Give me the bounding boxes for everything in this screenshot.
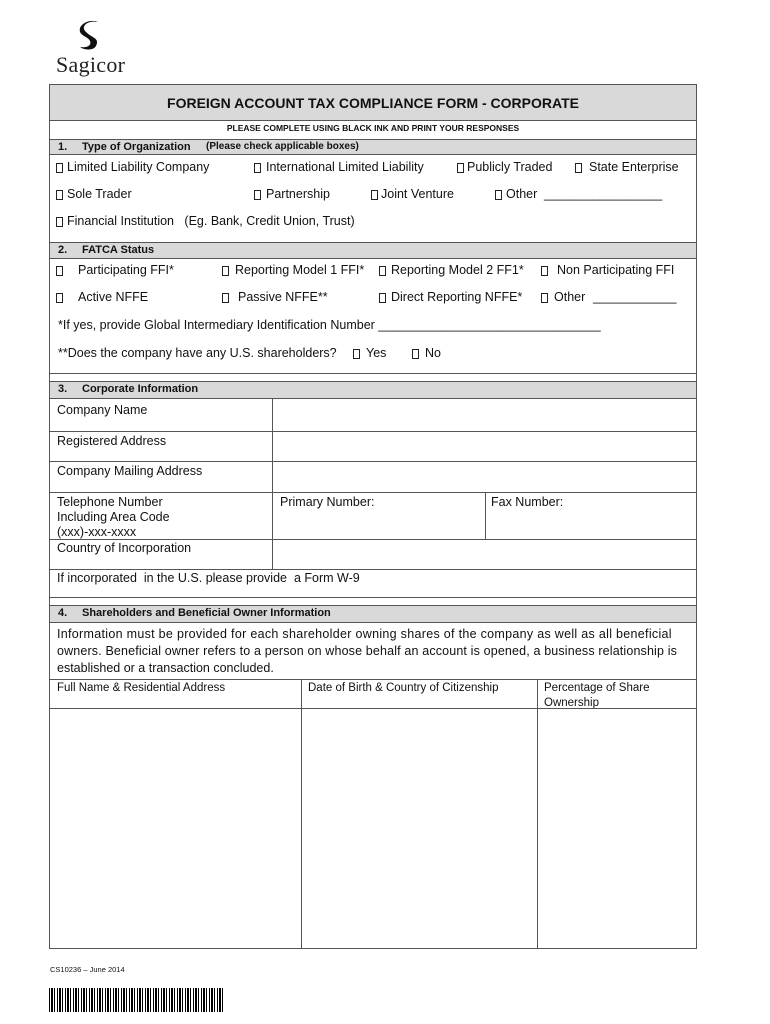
option-other-org: Other xyxy=(506,187,538,201)
section4-paragraph-line2: owners. Beneficial owner refers to a person on whose behalf an account is opened, a business relationship is xyxy=(57,644,678,658)
checkbox-llc[interactable] xyxy=(56,163,63,173)
row-divider xyxy=(50,569,696,570)
checkbox-partnership[interactable] xyxy=(254,190,261,200)
fatca-form xyxy=(49,84,697,949)
country-label: Country of Incorporation xyxy=(57,541,192,555)
fax-number-label: Fax Number: xyxy=(491,495,564,509)
checkbox-other-org[interactable] xyxy=(495,190,502,200)
divider xyxy=(50,373,696,374)
checkbox-reporting-model1[interactable] xyxy=(222,266,229,276)
mailing-address-label: Company Mailing Address xyxy=(57,464,203,478)
option-passive-nffe: Passive NFFE** xyxy=(238,290,328,304)
option-participating-ffi: Participating FFI* xyxy=(78,263,174,277)
section1-number: 1. xyxy=(58,141,68,153)
checkbox-reporting-model2[interactable] xyxy=(379,266,386,276)
column-header-percentage-2: Ownership xyxy=(544,697,599,709)
checkbox-active-nffe[interactable] xyxy=(56,293,63,303)
option-direct-reporting-nffe: Direct Reporting NFFE* xyxy=(391,290,523,304)
section4-header xyxy=(50,605,696,623)
sagicor-s-mark-icon xyxy=(74,18,108,52)
section4-paragraph-line3: established or a transaction concluded. xyxy=(57,661,274,675)
option-sole-trader: Sole Trader xyxy=(67,187,132,201)
primary-number-label: Primary Number: xyxy=(280,495,375,509)
other-fatca-blank[interactable]: ____________ xyxy=(593,290,677,304)
checkbox-non-participating-ffi[interactable] xyxy=(541,266,548,276)
row-divider xyxy=(50,431,696,432)
section2-number: 2. xyxy=(58,244,68,256)
us-shareholders-question: **Does the company have any U.S. shareholders? xyxy=(58,346,337,360)
section4-paragraph-line1: Information must be provided for each shareholder owning shares of the company as well as all beneficial xyxy=(57,627,672,641)
checkbox-financial-institution[interactable] xyxy=(56,217,63,227)
section1-header xyxy=(50,139,696,155)
table-top-border xyxy=(50,679,696,680)
checkbox-no[interactable] xyxy=(412,349,419,359)
checkbox-sole-trader[interactable] xyxy=(56,190,63,200)
column-header-percentage-1: Percentage of Share xyxy=(544,682,650,694)
fax-divider xyxy=(485,492,486,539)
form-instruction: PLEASE COMPLETE USING BLACK INK AND PRINT YOUR RESPONSES xyxy=(226,123,520,133)
section3-title: Corporate Information xyxy=(82,383,199,395)
checkbox-joint-venture[interactable] xyxy=(371,190,378,200)
barcode xyxy=(49,988,225,1012)
column-header-name: Full Name & Residential Address xyxy=(57,682,226,694)
section1-title: Type of Organization xyxy=(82,141,191,153)
giin-prompt: *If yes, provide Global Intermediary Identification Number ________________________________ xyxy=(58,318,601,332)
checkbox-yes[interactable] xyxy=(353,349,360,359)
row-divider xyxy=(50,492,696,493)
option-active-nffe: Active NFFE xyxy=(78,290,149,304)
option-llc: Limited Liability Company xyxy=(67,160,210,174)
option-other-fatca: Other xyxy=(554,290,586,304)
row-divider xyxy=(50,461,696,462)
row-divider xyxy=(50,539,696,540)
checkbox-passive-nffe[interactable] xyxy=(222,293,229,303)
option-reporting-model1: Reporting Model 1 FFI* xyxy=(235,263,365,277)
checkbox-participating-ffi[interactable] xyxy=(56,266,63,276)
section3-header xyxy=(50,381,696,399)
form-code: CS10236 – June 2014 xyxy=(50,965,125,974)
telephone-label-1: Telephone Number xyxy=(57,495,163,509)
column-header-dob: Date of Birth & Country of Citizenship xyxy=(308,682,499,694)
brand-name: Sagicor xyxy=(56,52,126,77)
option-publicly-traded: Publicly Traded xyxy=(467,160,553,174)
option-joint-venture: Joint Venture xyxy=(381,187,454,201)
checkbox-direct-reporting-nffe[interactable] xyxy=(379,293,386,303)
checkbox-state-enterprise[interactable] xyxy=(575,163,582,173)
row-divider xyxy=(50,597,696,598)
table-col-divider-2 xyxy=(537,679,538,949)
checkbox-publicly-traded[interactable] xyxy=(457,163,464,173)
option-no: No xyxy=(425,346,441,360)
option-non-participating-ffi: Non Participating FFI xyxy=(557,263,675,277)
registered-address-label: Registered Address xyxy=(57,434,167,448)
option-reporting-model2: Reporting Model 2 FF1* xyxy=(391,263,524,277)
w9-note: If incorporated in the U.S. please provide a Form W-9 xyxy=(57,571,360,585)
table-col-divider-1 xyxy=(301,679,302,949)
telephone-label-2: Including Area Code xyxy=(57,510,170,524)
section4-number: 4. xyxy=(58,607,68,619)
company-name-label: Company Name xyxy=(57,403,148,417)
option-state-enterprise: State Enterprise xyxy=(589,160,679,174)
checkbox-other-fatca[interactable] xyxy=(541,293,548,303)
sagicor-logo xyxy=(52,18,142,78)
table-header-divider xyxy=(50,708,696,709)
option-financial-institution: Financial Institution (Eg. Bank, Credit Union, Trust) xyxy=(67,214,355,228)
telephone-label-3: (xxx)-xxx-xxxx xyxy=(57,525,137,539)
option-yes: Yes xyxy=(366,346,387,360)
section2-header xyxy=(50,242,696,259)
option-international-llc: International Limited Liability xyxy=(266,160,424,174)
section4-title: Shareholders and Beneficial Owner Information xyxy=(82,607,331,619)
corporate-info-divider xyxy=(272,399,273,570)
section3-number: 3. xyxy=(58,383,68,395)
section1-note: (Please check applicable boxes) xyxy=(206,141,359,152)
checkbox-international-llc[interactable] xyxy=(254,163,261,173)
option-partnership: Partnership xyxy=(266,187,330,201)
section2-title: FATCA Status xyxy=(82,244,155,256)
other-org-blank[interactable]: _________________ xyxy=(544,187,663,201)
form-title: FOREIGN ACCOUNT TAX COMPLIANCE FORM - CORPORATE xyxy=(50,85,696,121)
